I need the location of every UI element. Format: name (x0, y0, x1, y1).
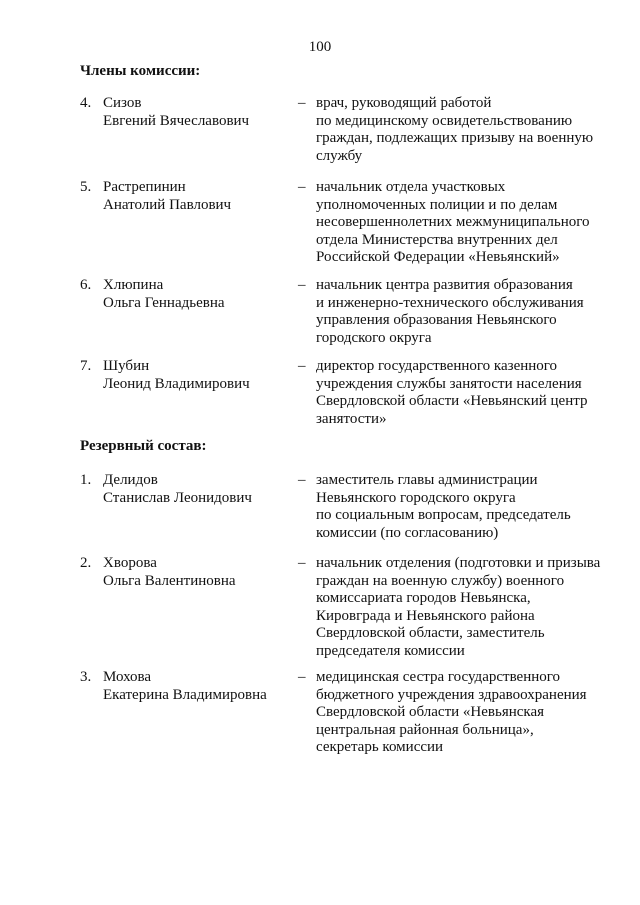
position-description: заместитель главы администрации Невьянского городского округа по социальным вопросам, председатель комиссии (по согласованию) (316, 472, 571, 541)
entry-number: 4. (80, 95, 92, 111)
position-description: начальник отделения (подготовки и призыва граждан на военную службу) военного комиссариата городов Невьянска, Кировграда и Невьянского района Свердловской области, заместитель председателя комиссии (316, 555, 601, 659)
person-name: Делидов Станислав Леонидович (103, 472, 252, 506)
person-name: Сизов Евгений Вячеславович (103, 95, 250, 129)
person-name: Растрепинин Анатолий Павлович (103, 179, 232, 213)
position-description: медицинская сестра государственного бюджетного учреждения здравоохранения Свердловской области «Невьянская центральная районная больница», секретарь комиссии (316, 669, 587, 756)
page-number: 100 (308, 39, 332, 55)
person-name: Хлюпина Ольга Геннадьевна (103, 277, 225, 311)
dash-separator: – (298, 277, 306, 293)
position-description: врач, руководящий работой по медицинскому освидетельствованию граждан, подлежащих призыву на военную службу (316, 95, 594, 164)
person-name: Шубин Леонид Владимирович (103, 358, 250, 392)
entry-number: 6. (80, 277, 92, 293)
dash-separator: – (298, 95, 306, 111)
members-heading: Члены комиссии: (80, 63, 201, 79)
position-description: начальник центра развития образования и инженерно-технического обслуживания управления образования Невьянского городского округа (316, 277, 584, 346)
entry-number: 2. (80, 555, 92, 571)
dash-separator: – (298, 179, 306, 195)
position-description: начальник отдела участковых уполномоченных полиции и по делам несовершеннолетних межмуниципального отдела Министерства внутренних дел Российской Федерации «Невьянский» (316, 179, 590, 266)
reserve-heading: Резервный состав: (80, 438, 207, 454)
person-name: Мохова Екатерина Владимировна (103, 669, 267, 703)
entry-number: 5. (80, 179, 92, 195)
dash-separator: – (298, 358, 306, 374)
person-name: Хворова Ольга Валентиновна (103, 555, 236, 589)
position-description: директор государственного казенного учреждения службы занятости населения Свердловской области «Невьянский центр занятости» (316, 358, 588, 427)
entry-number: 7. (80, 358, 92, 374)
dash-separator: – (298, 472, 306, 488)
dash-separator: – (298, 669, 306, 685)
entry-number: 3. (80, 669, 92, 685)
dash-separator: – (298, 555, 306, 571)
entry-number: 1. (80, 472, 92, 488)
